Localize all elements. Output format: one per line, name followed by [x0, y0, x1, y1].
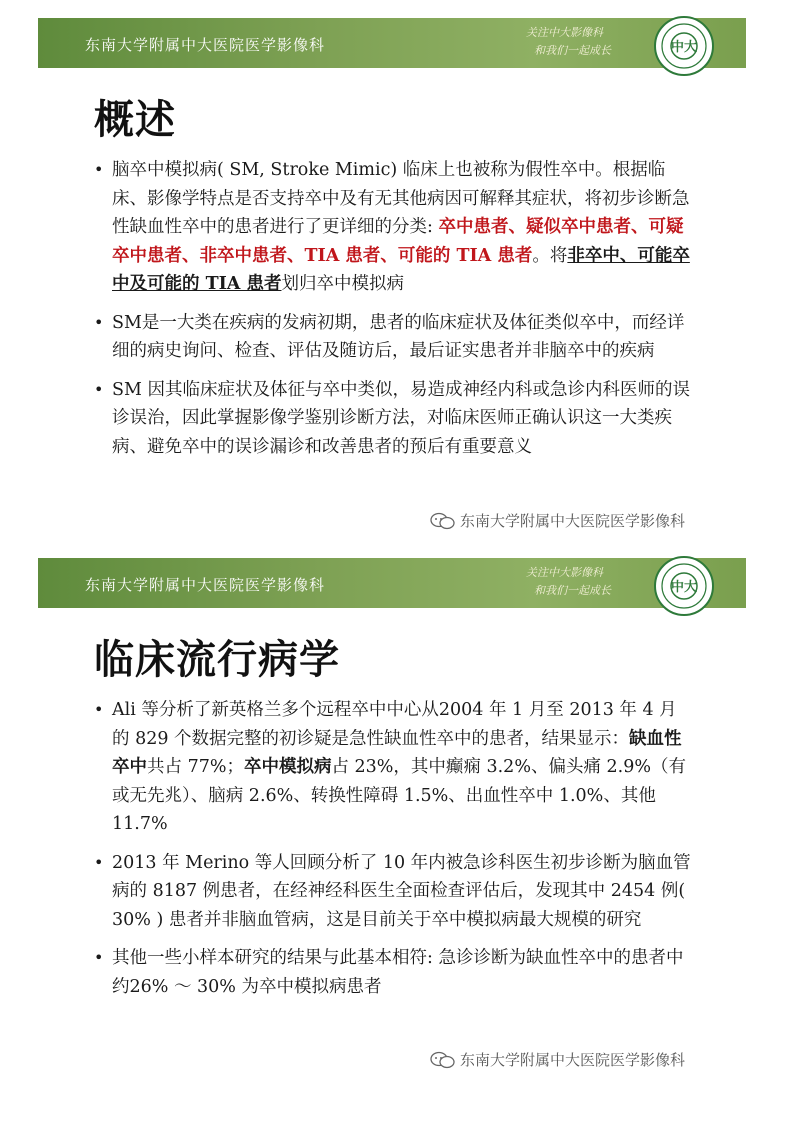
logo-text: 中大	[670, 580, 698, 595]
hospital-logo	[654, 16, 714, 76]
banner-title: 东南大学附属中大医院医学影像科	[85, 36, 326, 54]
slide-overview	[38, 18, 746, 538]
watermark-text: 东南大学附属中大医院医学影像科	[460, 512, 686, 530]
bullet-text: 划归卒中模拟病	[281, 274, 404, 294]
slide-banner	[38, 558, 746, 608]
bullet-text: SM 因其临床症状及体征与卒中类似，易造成神经内科或急诊内科医师的误诊误治，因此掌握影像学鉴别诊断方法，对临床医师正确认识这一大类疾病、避免卒中的误诊漏诊和改善患者的预后有重要意义	[112, 379, 690, 457]
page-title: 概述	[94, 97, 176, 143]
bullet-list	[94, 156, 694, 471]
slide-banner	[38, 18, 746, 68]
highlight-underline: 非卒中、可能卒中及可能的 TIA 患者	[112, 245, 690, 294]
banner-slogan	[526, 564, 611, 600]
list-item	[94, 156, 694, 299]
bullet-text: 。将	[532, 245, 568, 266]
hospital-logo	[654, 556, 714, 616]
list-item	[94, 696, 694, 839]
bullet-text: 占 23%，其中癫痫 3.2%、偏头痛 2.9%（有或无先兆）、脑病 2.6%、转换性障碍 1.5%、出血性卒中 1.0%、其他 11.7%	[112, 757, 686, 834]
watermark	[430, 510, 685, 531]
slogan-line-1: 关注中大影像科	[526, 26, 603, 39]
list-item	[94, 849, 694, 935]
logo-text: 中大	[670, 40, 698, 55]
list-item	[94, 376, 694, 462]
banner-slogan	[526, 24, 611, 60]
slogan-line-2: 和我们一起成长	[534, 584, 611, 597]
watermark-text: 东南大学附属中大医院医学影像科	[460, 1051, 686, 1069]
bullet-text: SM是一大类在疾病的发病初期，患者的临床症状及体征类似卒中，而经详细的病史询问、检查、评估及随访后，最后证实患者并非脑卒中的疾病	[112, 312, 685, 361]
bullet-text: 2013 年 Merino 等人回顾分析了 10 年内被急诊科医生初步诊断为脑血管病的 8187 例患者，在经神经科医生全面检查评估后，发现其中 2454 例( 30% ) 患者并非脑血管病，这是目前关于卒中模拟病最大规模的研究	[112, 852, 691, 930]
bullet-text: 共占 77%；	[147, 757, 244, 777]
slogan-line-2: 和我们一起成长	[534, 44, 611, 57]
banner-title: 东南大学附属中大医院医学影像科	[85, 576, 326, 594]
bullet-list	[94, 696, 694, 1011]
highlight-bold: 缺血性卒中	[112, 728, 682, 777]
wechat-icon	[430, 512, 456, 530]
bullet-text: 其他一些小样本研究的结果与此基本相符: 急诊诊断为缺血性卒中的患者中约26% ～ 30% 为卒中模拟病患者	[112, 948, 684, 997]
list-item	[94, 309, 694, 366]
bullet-text: 脑卒中模拟病( SM, Stroke Mimic) 临床上也被称为假性卒中。根据临床、影像学特点是否支持卒中及有无其他病因可解释其症状，将初步诊断急性缺血性卒中的患者进行了更详细的分类:	[112, 160, 690, 237]
wechat-icon	[430, 1051, 456, 1069]
bullet-text: Ali 等分析了新英格兰多个远程卒中中心从2004 年 1 月至 2013 年 4 月的 829 个数据完整的初诊疑是急性缺血性卒中的患者，结果显示：	[112, 700, 677, 749]
list-item	[94, 944, 694, 1001]
slide-epidemiology	[38, 558, 746, 1078]
highlight-bold: 卒中模拟病	[243, 757, 332, 777]
page-title: 临床流行病学	[94, 637, 340, 683]
watermark	[430, 1049, 685, 1070]
slogan-line-1: 关注中大影像科	[526, 566, 603, 579]
highlight-red: 卒中患者、疑似卒中患者、可疑卒中患者、非卒中患者、TIA 患者、可能的 TIA 患者	[112, 217, 684, 266]
